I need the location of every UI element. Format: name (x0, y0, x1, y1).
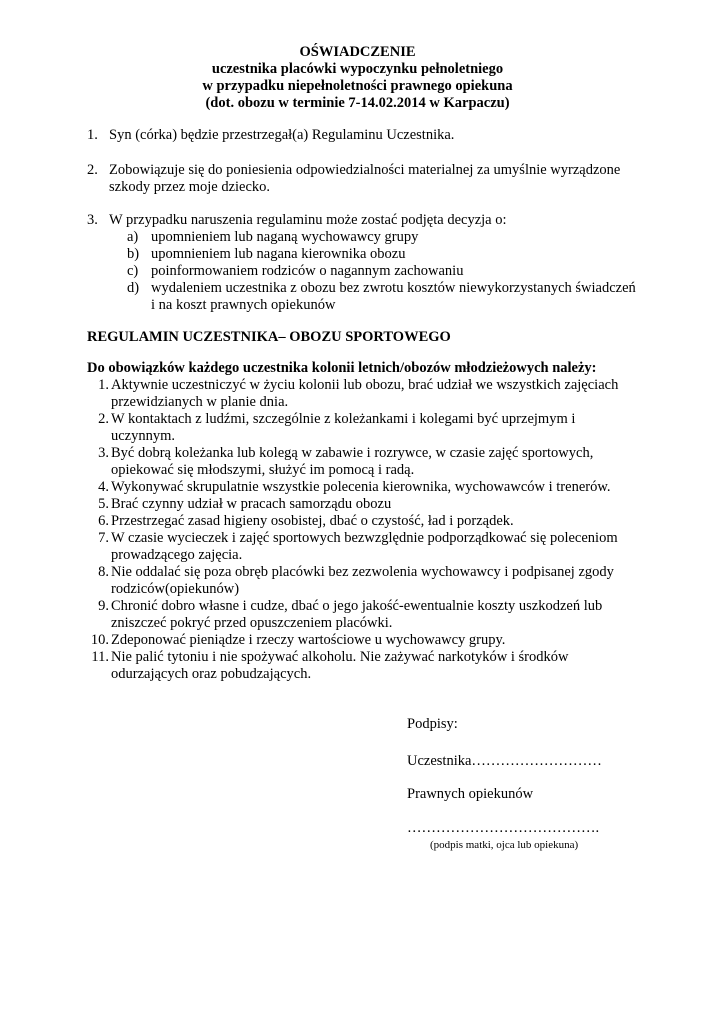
rule-number: 3. (98, 445, 109, 461)
signature-note: (podpis matki, ojca lub opiekuna) (430, 839, 579, 851)
rule-text: Być dobrą koleżanka lub kolegą w zabawie i rozrywce, w czasie zajęć sportowych, opiekować się młodszymi, służyć im pomocą i radą. (111, 445, 594, 478)
decision-options-list (127, 229, 657, 314)
rule-number: 5. (98, 496, 109, 512)
rule-text: Brać czynny udział w pracach samorządu obozu (111, 496, 392, 512)
rule-item (87, 598, 657, 632)
document-title (120, 44, 595, 112)
title-line-3: w przypadku niepełnoletności prawnego opiekuna (202, 78, 513, 94)
item-text: Syn (córka) będzie przestrzegał(a) Regulaminu Uczestnika. (109, 127, 455, 143)
rule-text: Nie oddalać się poza obręb placówki bez zezwolenia wychowawcy i podpisanej zgody rodziców(opiekunów) (111, 564, 614, 597)
rule-item (87, 377, 657, 411)
rule-item (87, 496, 657, 513)
declaration-item (87, 127, 657, 144)
option-letter: c) (127, 263, 139, 279)
rule-number: 7. (98, 530, 109, 546)
option-text: upomnieniem lub naganą wychowawcy grupy (151, 229, 419, 245)
rule-text: Przestrzegać zasad higieny osobistej, dbać o czystość, ład i porządek. (111, 513, 514, 529)
decision-option (127, 263, 657, 280)
option-text: i na koszt prawnych opiekunów (151, 297, 336, 313)
rule-number: 9. (98, 598, 109, 614)
regulations-intro: Do obowiązków każdego uczestnika kolonii letnich/obozów młodzieżowych należy: (87, 360, 597, 376)
option-letter: b) (127, 246, 140, 262)
title-line-4: (dot. obozu w terminie 7-14.02.2014 w Karpaczu) (205, 95, 510, 111)
decision-option (127, 229, 657, 246)
option-letter: d) (127, 280, 140, 296)
rule-number: 6. (98, 513, 109, 529)
rule-text: Nie palić tytoniu i nie spożywać alkoholu. Nie zażywać narkotyków i środków odurzających oraz pobudzających. (111, 649, 569, 682)
declaration-item (87, 212, 657, 229)
participant-signature-line: Uczestnika……………………… (407, 753, 602, 769)
rule-item (87, 445, 657, 479)
item-number: 1. (87, 127, 98, 143)
item-number: 2. (87, 162, 98, 178)
item-number: 3. (87, 212, 98, 228)
option-letter: a) (127, 229, 139, 245)
decision-option (127, 246, 657, 263)
rule-number: 2. (98, 411, 109, 427)
guardians-label: Prawnych opiekunów (407, 786, 534, 802)
declaration-item (87, 162, 647, 196)
guardians-signature-line: …………………………………. (407, 820, 600, 836)
option-text: poinformowaniem rodziców o nagannym zachowaniu (151, 263, 464, 279)
signatures-label: Podpisy: (407, 716, 458, 732)
rule-item (87, 513, 657, 530)
option-text: upomnieniem lub nagana kierownika obozu (151, 246, 406, 262)
rules-list (87, 377, 657, 683)
rule-text: Aktywnie uczestniczyć w życiu kolonii lub obozu, brać udział we wszystkich zajęciach przewidzianych w planie dnia. (111, 377, 619, 410)
rule-number: 1. (98, 377, 109, 393)
rule-number: 11. (91, 649, 109, 665)
rule-number: 4. (98, 479, 109, 495)
rule-text: Wykonywać skrupulatnie wszystkie polecenia kierownika, wychowawców i trenerów. (111, 479, 611, 495)
item-text: Zobowiązuje się do poniesienia odpowiedzialności materialnej za umyślnie wyrządzone szkody przez moje dziecko. (109, 162, 621, 195)
title-line-1: OŚWIADCZENIE (299, 44, 416, 60)
rule-text: W czasie wycieczek i zajęć sportowych bezwzględnie podporządkować się poleceniom prowadzącego zajęcia. (111, 530, 618, 563)
rule-item (87, 649, 657, 683)
rule-text: Chronić dobro własne i cudze, dbać o jego jakość-ewentualnie koszty uszkodzeń lub zniszczeć pokryć przed opuszczeniem placówki. (111, 598, 603, 631)
rule-item (87, 479, 657, 496)
rule-item (87, 632, 657, 649)
title-line-2: uczestnika placówki wypoczynku pełnoletniego (211, 61, 504, 77)
regulations-heading: REGULAMIN UCZESTNIKA– OBOZU SPORTOWEGO (87, 329, 451, 345)
rule-number: 8. (98, 564, 109, 580)
rule-number: 10. (90, 632, 109, 648)
decision-option (127, 280, 657, 297)
rule-item (87, 530, 657, 564)
rule-item (87, 564, 657, 598)
item-text: W przypadku naruszenia regulaminu może zostać podjęta decyzja o: (109, 212, 507, 228)
decision-option-continuation (127, 297, 657, 314)
rule-item (87, 411, 657, 445)
rule-text: Zdeponować pieniądze i rzeczy wartościowe u wychowawcy grupy. (111, 632, 506, 648)
option-text: wydaleniem uczestnika z obozu bez zwrotu kosztów niewykorzystanych świadczeń (151, 280, 636, 296)
rule-text: W kontaktach z ludźmi, szczególnie z koleżankami i kolegami być uprzejmym i uczynnym. (111, 411, 576, 444)
